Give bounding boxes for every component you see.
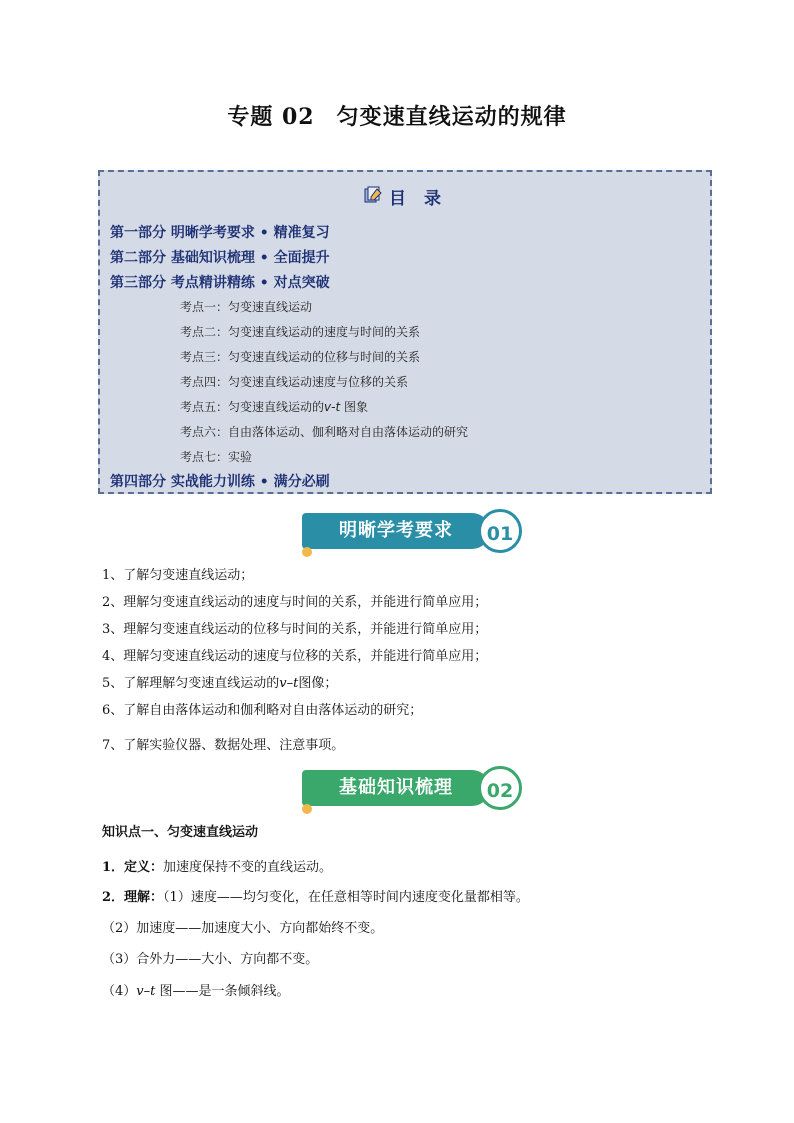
toc-point-3[interactable]: 考点三：匀变速直线运动的位移与时间的关系 [180,350,421,364]
banner-2-label: 基础知识梳理 [302,770,490,806]
requirement-5-text: 5、了解理解匀变速直线运动的 [102,676,280,691]
knowledge-line-5-italic: v–t [136,984,156,999]
page-title [0,100,794,131]
banner-2-number: 02 [478,766,522,810]
toc-point-1[interactable]: 考点一：匀变速直线运动 [180,300,313,314]
title-prefix: 专题 02 [227,104,315,130]
table-of-contents [98,170,712,494]
knowledge-line-1 [102,856,332,875]
toc-part-4[interactable]: 第四部分 实战能力训练 • 满分必刷 [110,474,330,490]
toc-point-7[interactable]: 考点七：实验 [180,450,253,464]
toc-part-3[interactable]: 第三部分 考点精讲精练 • 对点突破 [110,275,330,291]
toc-point-6[interactable]: 考点六：自由落体运动、伽利略对自由落体运动的研究 [180,425,469,439]
knowledge-line-1-label: 1．定义： [102,860,164,875]
requirement-5-suffix: 图像； [298,676,338,691]
knowledge-line-5 [102,980,290,999]
banner-1-dot [302,547,312,557]
pencil-icon [363,185,383,209]
requirement-5-italic: v–t [279,676,299,691]
toc-part-2[interactable]: 第二部分 基础知识梳理 • 全面提升 [110,250,330,266]
requirement-4: 4、理解匀变速直线运动的速度与位移的关系，并能进行简单应用； [102,649,488,664]
toc-point-5-suffix: 图象 [340,400,368,414]
requirement-7: 7、了解实验仪器、数据处理、注意事项。 [102,738,345,753]
toc-part-1[interactable]: 第一部分 明晰学考要求 • 精准复习 [110,225,330,241]
knowledge-line-4: （3）合外力——大小、方向都不变。 [102,952,319,967]
requirement-2: 2、理解匀变速直线运动的速度与时间的关系，并能进行简单应用； [102,595,488,610]
knowledge-line-2-label: 2．理解： [102,890,164,905]
toc-heading: 目 录 [389,189,447,209]
section-banner-2 [302,766,522,810]
knowledge-line-2 [102,886,529,905]
requirement-6: 6、了解自由落体运动和伽利略对自由落体运动的研究； [102,703,423,718]
knowledge-line-1-text: 加速度保持不变的直线运动。 [163,860,333,875]
toc-point-5[interactable] [180,398,368,415]
title-main: 匀变速直线运动的规律 [336,104,567,130]
knowledge-point-title: 知识点一、匀变速直线运动 [102,825,259,840]
requirement-1: 1、了解匀变速直线运动； [102,568,254,583]
banner-1-label: 明晰学考要求 [302,513,490,549]
banner-2-dot [302,804,312,814]
toc-header [100,184,710,209]
knowledge-line-3: （2）加速度——加速度大小、方向都始终不变。 [102,921,384,936]
requirement-5 [102,672,337,691]
section-banner-1 [302,509,522,553]
toc-point-5-text: 考点五：匀变速直线运动的 [180,400,325,414]
knowledge-line-2-text: （1）速度——均匀变化，在任意相等时间内速度变化量都相等。 [163,890,529,905]
knowledge-line-5-suffix: 图——是一条倾斜线。 [155,984,290,999]
banner-1-number: 01 [478,509,522,553]
toc-point-4[interactable]: 考点四：匀变速直线运动速度与位移的关系 [180,375,409,389]
knowledge-line-5-prefix: （4） [102,984,137,999]
toc-point-5-italic: v-t [324,400,341,414]
toc-point-2[interactable]: 考点二：匀变速直线运动的速度与时间的关系 [180,325,421,339]
requirement-3: 3、理解匀变速直线运动的位移与时间的关系，并能进行简单应用； [102,622,488,637]
